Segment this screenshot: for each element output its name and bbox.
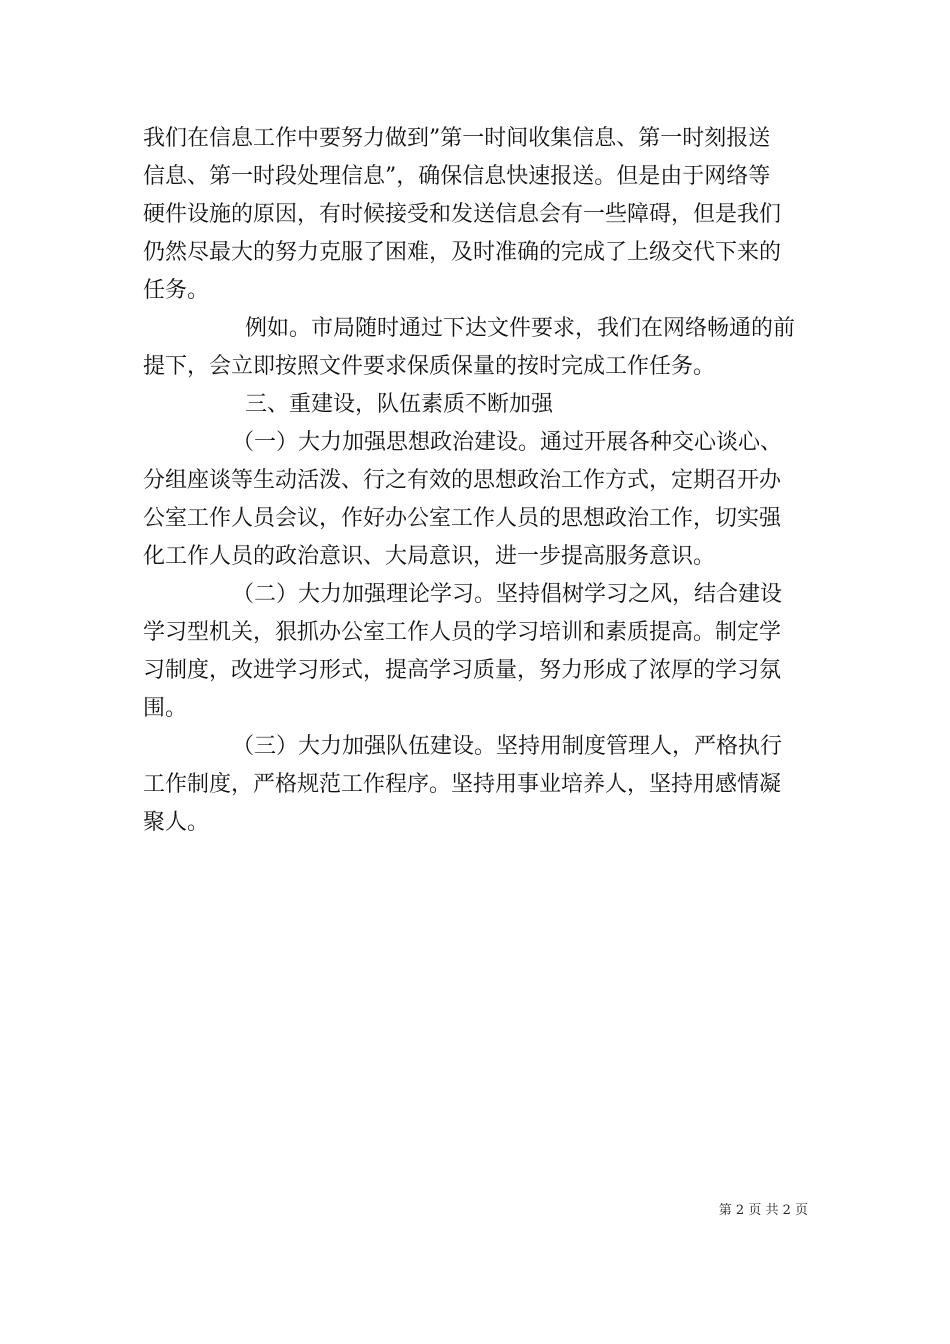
- text-line: 工作制度，严格规范工作程序。坚持用事业培养人，坚持用感情凝: [143, 772, 782, 797]
- text-line: 仍然尽最大的努力克服了困难，及时准确的完成了上级交代下来的: [143, 240, 782, 265]
- text-line: 学习型机关，狠抓办公室工作人员的学习培训和素质提高。制定学: [143, 620, 782, 645]
- text-line: 提下，会立即按照文件要求保质保量的按时完成工作任务。: [143, 354, 716, 379]
- text-line: （一）大力加强思想政治建设。通过开展各种交心谈心、: [232, 430, 783, 455]
- section-heading: 三、重建设，队伍素质不断加强: [245, 392, 554, 417]
- text-line: 硬件设施的原因，有时候接受和发送信息会有一些障碍，但是我们: [143, 202, 782, 227]
- text-line: 化工作人员的政治意识、大局意识，进一步提高服务意识。: [143, 544, 716, 569]
- text-line: 习制度，改进学习形式，提高学习质量，努力形成了浓厚的学习氛: [143, 658, 782, 683]
- text-line: 信息、第一时段处理信息”，确保信息快速报送。但是由于网络等: [143, 164, 771, 189]
- text-line: 围。: [143, 696, 188, 721]
- text-line: 我们在信息工作中要努力做到”第一时间收集信息、第一时刻报送: [143, 126, 771, 151]
- text-line: 聚人。: [143, 810, 210, 835]
- text-line: （三）大力加强队伍建设。坚持用制度管理人，严格执行: [232, 734, 783, 759]
- text-line: （二）大力加强理论学习。坚持倡树学习之风，结合建设: [232, 582, 783, 607]
- text-line: 分组座谈等生动活泼、行之有效的思想政治工作方式，定期召开办: [143, 468, 782, 493]
- text-line: 例如。市局随时通过下达文件要求，我们在网络畅通的前: [245, 316, 796, 341]
- page-number: 第 2 页 共 2 页: [718, 1203, 808, 1218]
- text-line: 任务。: [143, 278, 210, 303]
- text-line: 公室工作人员会议，作好办公室工作人员的思想政治工作，切实强: [143, 506, 782, 531]
